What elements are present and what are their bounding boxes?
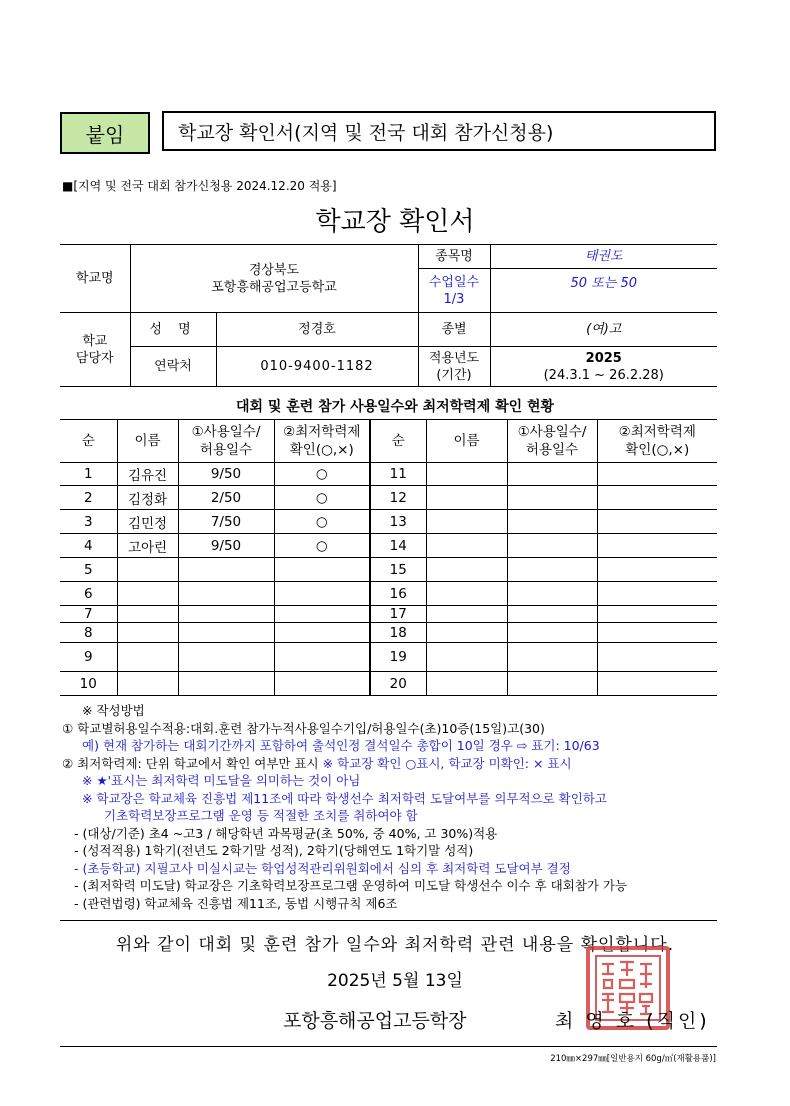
row-days-right — [507, 463, 597, 486]
contact-label: 연락처 — [130, 347, 216, 387]
note-2-highlight: ※ 학교장 확인 ○표시, 학교장 미확인: × 표시 — [322, 755, 572, 771]
row-name-right — [426, 623, 507, 643]
table-row — [60, 510, 717, 534]
row-days — [178, 672, 274, 696]
contact-value: 010-9400-1182 — [216, 347, 418, 387]
row-no: 7 — [60, 606, 117, 623]
row-no: 3 — [60, 510, 117, 534]
roster-subtitle: 대회 및 훈련 참가 사용일수와 최저학력제 확인 현황 — [235, 399, 555, 415]
instructions-notes — [62, 702, 722, 912]
row-check — [274, 582, 370, 606]
row-name: 고아린 — [117, 534, 178, 558]
row-days — [178, 643, 274, 672]
row-check-right — [597, 582, 717, 606]
row-check-right — [597, 463, 717, 486]
row-days — [178, 623, 274, 643]
row-days-right — [507, 510, 597, 534]
paper-spec-note: 210㎜×297㎜[일반용지 60g/㎡(재활용품)] — [550, 1054, 716, 1064]
note-2-sub3: 기초학력보장프로그램 운영 등 적절한 조치를 취하여야 함 — [104, 808, 418, 823]
row-days: 7/50 — [178, 510, 274, 534]
name-label: 성 명 — [130, 313, 216, 347]
header-name-right: 이름 — [426, 420, 507, 463]
footer-divider — [60, 1046, 717, 1047]
row-check — [274, 606, 370, 623]
row-days-right — [507, 643, 597, 672]
athlete-roster-table — [60, 419, 717, 696]
row-days — [178, 582, 274, 606]
row-check — [274, 672, 370, 696]
row-name: 김정화 — [117, 486, 178, 510]
table-row — [60, 534, 717, 558]
row-days: 9/50 — [178, 534, 274, 558]
row-name — [117, 582, 178, 606]
row-name-right — [426, 558, 507, 582]
row-no: 9 — [60, 643, 117, 672]
row-name — [117, 672, 178, 696]
row-no: 4 — [60, 534, 117, 558]
row-days-right — [507, 534, 597, 558]
school-cell — [130, 245, 418, 313]
row-check-right — [597, 623, 717, 643]
note-2-sub1: ※ ★'표시는 최저학력 미도달을 의미하는 것이 아님 — [82, 773, 361, 788]
row-check: ○ — [274, 463, 370, 486]
table-row — [60, 672, 717, 696]
form-version-note: ■[지역 및 전국 대회 참가신청용 2024.12.20 적용] — [62, 179, 337, 193]
row-check-right — [597, 606, 717, 623]
row-days-right — [507, 582, 597, 606]
row-check — [274, 558, 370, 582]
row-no: 5 — [60, 558, 117, 582]
row-no: 6 — [60, 582, 117, 606]
sport-value: 태권도 — [490, 245, 717, 269]
table-row — [60, 643, 717, 672]
row-no-right: 20 — [370, 672, 426, 696]
category-label: 종별 — [418, 313, 490, 347]
header-check-right — [597, 420, 717, 463]
notes-heading: ※ 작성방법 — [82, 703, 145, 718]
category-value: (여)고 — [490, 313, 717, 347]
school-region: 경상북도 — [248, 262, 300, 278]
row-days-right — [507, 623, 597, 643]
header-check-right-line1: ②최저학력제 — [618, 424, 696, 440]
table-row — [60, 606, 717, 623]
table-row — [60, 463, 717, 486]
staff-label-line2: 담당자 — [75, 350, 114, 366]
row-no: 1 — [60, 463, 117, 486]
detail-1: - (대상/기준) 초4 ~고3 / 해당학년 과목평균(초 50%, 중 40%, 고 30%)적용 — [74, 825, 498, 841]
year-label — [418, 347, 490, 387]
year-value: 2025 — [585, 350, 622, 366]
header-name: 이름 — [117, 420, 178, 463]
row-check: ○ — [274, 510, 370, 534]
page-title: 학교장 확인서 — [315, 207, 475, 237]
row-name-right — [426, 582, 507, 606]
row-no-right: 14 — [370, 534, 426, 558]
year-label-line2: (기간) — [436, 367, 472, 383]
row-days — [178, 558, 274, 582]
row-days-right — [507, 672, 597, 696]
row-name-right — [426, 606, 507, 623]
row-name — [117, 558, 178, 582]
staff-label-line1: 학교 — [82, 333, 108, 349]
row-no-right: 17 — [370, 606, 426, 623]
note-2-sub2: ※ 학교장은 학교체육 진흥법 제11조에 따라 학생선수 최저학력 도달여부를 의무적으로 확인하고 — [82, 790, 607, 806]
header-days-line2: 허용일수 — [199, 442, 253, 458]
class-days-value: 50 또는 50 — [490, 269, 717, 313]
row-name-right — [426, 534, 507, 558]
class-days-label — [418, 269, 490, 313]
row-check-right — [597, 510, 717, 534]
row-check: ○ — [274, 486, 370, 510]
row-check-right — [597, 643, 717, 672]
school-info-table — [60, 244, 717, 387]
row-days: 9/50 — [178, 463, 274, 486]
row-name-right — [426, 672, 507, 696]
row-days-right — [507, 558, 597, 582]
row-name: 김민정 — [117, 510, 178, 534]
row-no-right: 19 — [370, 643, 426, 672]
row-no-right: 11 — [370, 463, 426, 486]
header-days — [178, 420, 274, 463]
row-check — [274, 643, 370, 672]
row-no-right: 13 — [370, 510, 426, 534]
divider — [60, 920, 717, 921]
header-days-right-line1: ①사용일수/ — [517, 424, 587, 440]
header-no-right: 순 — [370, 420, 426, 463]
note-2 — [62, 755, 722, 773]
school-name: 포항흥해공업고등학교 — [211, 279, 337, 295]
table-row — [60, 558, 717, 582]
confirmation-statement: 위와 같이 대회 및 훈련 참가 일수와 최저학력 관련 내용을 확인합니다. — [115, 935, 675, 955]
row-days-right — [507, 486, 597, 510]
row-no-right: 15 — [370, 558, 426, 582]
year-cell — [490, 347, 717, 387]
name-value: 정경호 — [216, 313, 418, 347]
note-2-main: ② 최저학력제: 단위 학교에서 확인 여부만 표시 — [62, 755, 323, 771]
sport-label: 종목명 — [418, 245, 490, 269]
row-name-right — [426, 486, 507, 510]
note-1: ① 학교별허용일수적용:대회.훈련 참가누적사용일수기입/허용일수(초)10증(15일)고(30) — [62, 720, 545, 736]
row-name-right — [426, 463, 507, 486]
note-1-example: 예) 현재 참가하는 대회기간까지 포함하여 출석인정 결석일수 총합이 10일 경우 ⇨ 표기: 10/63 — [82, 738, 600, 753]
header-check-line2: 확인(○,×) — [289, 442, 354, 458]
class-days-label-line1: 수업일수 — [428, 274, 480, 290]
table-row — [60, 582, 717, 606]
header-no: 순 — [60, 420, 117, 463]
row-days-right — [507, 606, 597, 623]
row-days — [178, 606, 274, 623]
header-days-right — [507, 420, 597, 463]
row-check — [274, 623, 370, 643]
row-check: ○ — [274, 534, 370, 558]
row-no: 10 — [60, 672, 117, 696]
detail-3: - (초등학교) 지필고사 미실시교는 학업성적관리위원회에서 심의 후 최저학력 도달여부 결정 — [74, 860, 571, 876]
row-name — [117, 623, 178, 643]
row-no-right: 16 — [370, 582, 426, 606]
class-days-label-line2: 1/3 — [443, 291, 465, 307]
header-days-line1: ①사용일수/ — [191, 424, 261, 440]
header-check-line1: ②최저학력제 — [283, 424, 361, 440]
detail-2: - (성적적용) 1학기(전년도 2학기말 성적), 2학기(당해연도 1학기말 성적) — [74, 843, 474, 858]
row-check-right — [597, 672, 717, 696]
school-label: 학교명 — [60, 245, 130, 313]
table-row — [60, 623, 717, 643]
row-name-right — [426, 643, 507, 672]
row-check-right — [597, 558, 717, 582]
period-value: (24.3.1 ~ 26.2.28) — [543, 367, 664, 383]
row-check-right — [597, 486, 717, 510]
table-row — [60, 486, 717, 510]
attachment-tag: 붙임 — [60, 112, 150, 154]
row-name — [117, 643, 178, 672]
document-heading-box: 학교장 확인서(지역 및 전국 대회 참가신청용) — [162, 111, 716, 151]
row-no-right: 18 — [370, 623, 426, 643]
row-name: 김유진 — [117, 463, 178, 486]
staff-label — [60, 313, 130, 387]
row-no: 8 — [60, 623, 117, 643]
row-name — [117, 606, 178, 623]
row-no-right: 12 — [370, 486, 426, 510]
row-days: 2/50 — [178, 486, 274, 510]
row-check-right — [597, 534, 717, 558]
detail-5: - (관련법령) 학교체육 진흥법 제11조, 동법 시행규칙 제6조 — [74, 895, 398, 911]
detail-4: - (최저학력 미도달) 학교장은 기초학력보장프로그램 운영하여 미도달 학생선수 이수 후 대회참가 가능 — [74, 878, 628, 893]
row-no: 2 — [60, 486, 117, 510]
year-label-line1: 적용년도 — [428, 350, 480, 366]
principal-signature: 최 영 호 (직인) — [555, 1010, 710, 1032]
header-check — [274, 420, 370, 463]
header-days-right-line2: 허용일수 — [525, 442, 579, 458]
row-name-right — [426, 510, 507, 534]
header-check-right-line2: 확인(○,×) — [625, 442, 690, 458]
confirmation-date: 2025년 5월 13일 — [327, 971, 463, 991]
principal-school-title: 포항흥해공업고등학장 — [283, 1010, 467, 1032]
